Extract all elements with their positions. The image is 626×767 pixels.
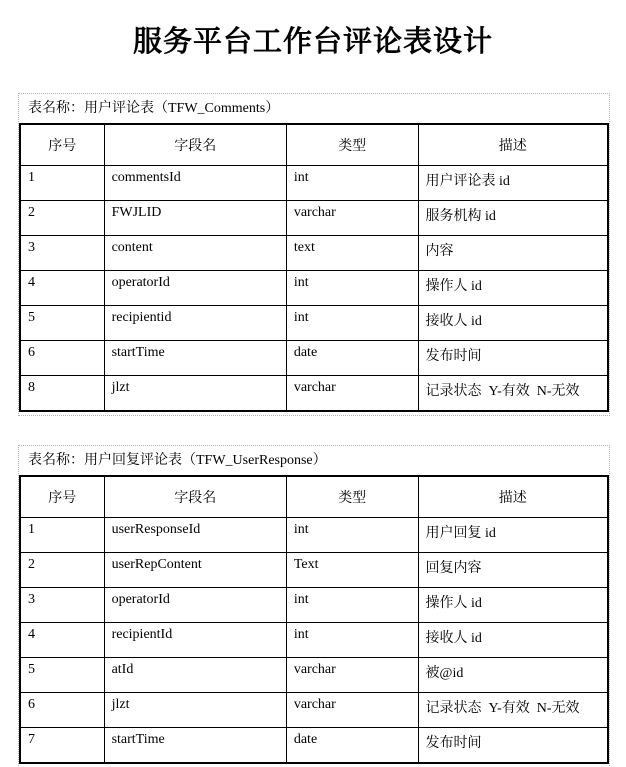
user-response-fields-table [19,475,609,764]
cell-seq: 1 [20,518,104,553]
comments-table-block [18,93,610,416]
cell-desc: 接收人 id [418,306,608,341]
header-cell-desc: 描述 [418,124,608,166]
header-cell-type: 类型 [286,476,418,518]
cell-type: varchar [286,693,418,728]
header-cell-field: 字段名 [104,124,286,166]
cell-type: varchar [286,376,418,412]
header-cell-desc: 描述 [418,476,608,518]
cell-desc: 服务机构 id [418,201,608,236]
cell-type: date [286,728,418,764]
cell-desc: 操作人 id [418,271,608,306]
cell-seq: 2 [20,553,104,588]
cell-seq: 6 [20,341,104,376]
cell-type: int [286,588,418,623]
cell-desc: 操作人 id [418,588,608,623]
cell-desc: 记录状态 Y-有效 N-无效 [418,693,608,728]
table-row [20,553,608,588]
header-cell-seq: 序号 [20,476,104,518]
table-caption: 表名称：用户回复评论表（TFW_UserResponse） [28,453,327,468]
cell-type: int [286,623,418,658]
table-row [20,518,608,553]
cell-field: startTime [104,341,286,376]
page-title: 服务平台工作台评论表设计 [132,26,493,58]
table-row [20,236,608,271]
cell-field: content [104,236,286,271]
cell-seq: 7 [20,728,104,764]
cell-desc: 发布时间 [418,341,608,376]
cell-field: commentsId [104,166,286,201]
cell-seq: 3 [20,588,104,623]
header-cell-seq: 序号 [20,124,104,166]
cell-seq: 6 [20,693,104,728]
cell-seq: 5 [20,658,104,693]
cell-seq: 4 [20,271,104,306]
table-row [20,588,608,623]
cell-desc: 回复内容 [418,553,608,588]
cell-type: text [286,236,418,271]
cell-field: jlzt [104,376,286,412]
cell-desc: 接收人 id [418,623,608,658]
table-row [20,728,608,764]
table-row [20,658,608,693]
cell-desc: 记录状态 Y-有效 N-无效 [418,376,608,412]
table-row [20,693,608,728]
cell-desc: 内容 [418,236,608,271]
cell-field: recipientid [104,306,286,341]
cell-seq: 8 [20,376,104,412]
cell-seq: 1 [20,166,104,201]
header-row [20,124,608,166]
cell-field: atId [104,658,286,693]
cell-type: int [286,306,418,341]
cell-type: varchar [286,658,418,693]
cell-type: date [286,341,418,376]
cell-seq: 5 [20,306,104,341]
header-row [20,476,608,518]
cell-seq: 4 [20,623,104,658]
comments-fields-table [19,123,609,412]
cell-seq: 3 [20,236,104,271]
cell-type: int [286,166,418,201]
header-cell-field: 字段名 [104,476,286,518]
cell-field: recipientId [104,623,286,658]
table-caption: 表名称：用户评论表（TFW_Comments） [28,101,280,116]
table-row [20,341,608,376]
header-cell-type: 类型 [286,124,418,166]
cell-field: startTime [104,728,286,764]
table-row [20,306,608,341]
cell-desc: 用户评论表 id [418,166,608,201]
cell-seq: 2 [20,201,104,236]
cell-type: int [286,271,418,306]
cell-field: operatorId [104,271,286,306]
table-row [20,271,608,306]
cell-field: operatorId [104,588,286,623]
cell-field: jlzt [104,693,286,728]
cell-type: Text [286,553,418,588]
cell-desc: 被@id [418,658,608,693]
cell-field: userRepContent [104,553,286,588]
cell-type: int [286,518,418,553]
table-row [20,166,608,201]
user-response-table-block [18,445,610,767]
table-row [20,201,608,236]
cell-desc: 用户回复 id [418,518,608,553]
cell-field: FWJLID [104,201,286,236]
cell-desc: 发布时间 [418,728,608,764]
table-row [20,623,608,658]
cell-type: varchar [286,201,418,236]
table-row [20,376,608,412]
cell-field: userResponseId [104,518,286,553]
